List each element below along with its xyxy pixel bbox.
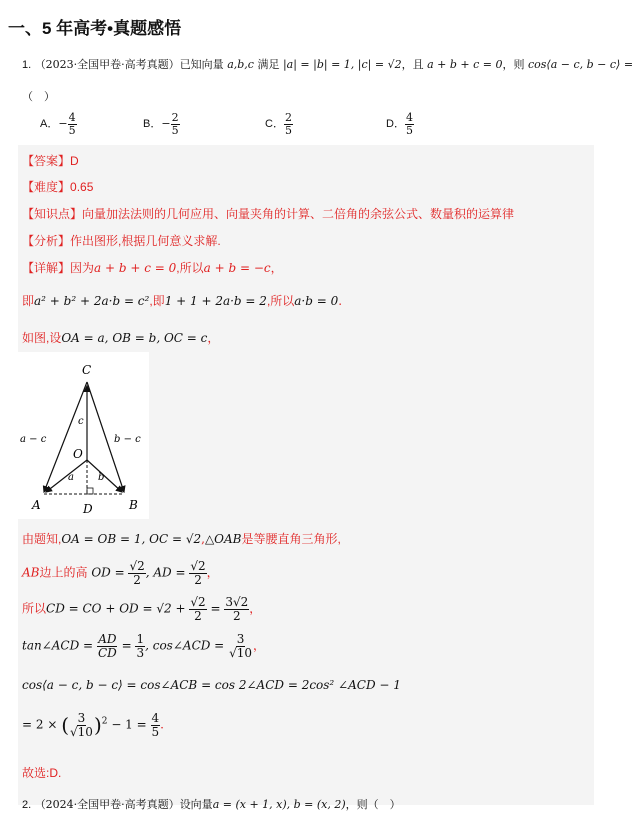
label-o: O	[73, 447, 83, 461]
detail-line-4: 由题知,OA = OB = 1, OC = √2,△OAB是等腰直角三角形,	[22, 532, 341, 546]
detail-line-7: tan∠ACD = $\frac{AD}{CD}$ = $\frac{1}{3}$ , cos∠ACD = $\frac{3}{√10}$ ，	[22, 632, 265, 660]
question-source: （2023·全国甲卷·高考真题）	[34, 58, 180, 71]
answer-blank: （ ）	[22, 90, 55, 103]
answer-line: 【答案】D	[22, 154, 79, 168]
vec-b	[87, 460, 122, 492]
right-angle-mark	[87, 488, 93, 494]
label-b-minus-c: b − c	[114, 434, 141, 445]
knowledge-points: 向量加法法则的几何应用、向量夹角的计算、二倍角的余弦公式、数量积的运算律	[82, 207, 515, 221]
detail-line-6: 所以CD = CO + OD = √2 + $\frac{√2}{2}$ = $\frac{3√2}{2}$ ，	[22, 595, 262, 623]
choose-line: 故选:D.	[22, 766, 62, 780]
difficulty-line: 【难度】0.65	[22, 180, 94, 194]
question-1-stem	[22, 56, 633, 72]
option-a[interactable]: A．− $\frac{4}{5}$	[40, 111, 76, 137]
question-2-stem: 2. （2024·全国甲卷·高考真题）设向量a = (x + 1, x), b = (x, 2)，则（ ）	[22, 798, 401, 811]
condition-magnitudes: |a| = |b| = 1, |c| = √2	[282, 58, 402, 71]
answer-value: D	[70, 154, 79, 168]
label-b-vec: b	[98, 472, 105, 483]
knowledge-line: 【知识点】向量加法法则的几何应用、向量夹角的计算、二倍角的余弦公式、数量积的运算律	[22, 207, 515, 221]
option-b[interactable]: B．− $\frac{2}{5}$	[143, 111, 179, 137]
detail-line-8: cos⟨a − c, b − c⟩ = cos∠ACB = cos 2∠ACD = 2cos² ∠ACD − 1	[22, 678, 401, 692]
detail-line-3: 如图,设OA = a, OB = b, OC = c，	[22, 331, 220, 345]
stem-text: 满足	[257, 58, 280, 71]
stem-text: ，则	[502, 58, 525, 71]
vec-a-minus-c	[44, 382, 87, 492]
option-c[interactable]: C． $\frac{2}{5}$	[265, 111, 292, 137]
analysis-text: 作出图形,根据几何意义求解.	[70, 234, 221, 248]
analysis-line: 【分析】作出图形,根据几何意义求解.	[22, 234, 221, 248]
detail-line-5: AB边上的高 OD = $\frac{√2}{2}$ , AD = $\frac{√2}{2}$ ，	[22, 559, 219, 587]
label-c-vec: c	[78, 416, 84, 427]
detail-line-2: 即a² + b² + 2a·b = c²,即1 + 1 + 2a·b = 2,所以a·b = 0.	[22, 294, 343, 308]
stem-text: 已知向量	[179, 58, 224, 71]
label-a-minus-c: a − c	[20, 434, 47, 445]
stem-text: ，且	[401, 58, 424, 71]
vector-figure	[18, 352, 149, 519]
question-number: 1.	[22, 59, 32, 71]
label-a: A	[32, 498, 41, 512]
section-title: 一、5 年高考•真题感悟	[8, 19, 182, 38]
condition-sum: a + b + c = 0	[427, 58, 503, 71]
label-b: B	[129, 498, 138, 512]
vec-a	[46, 460, 87, 492]
detail-line-1: 【详解】因为a + b + c = 0,所以a + b = −c，	[22, 261, 283, 275]
label-d: D	[83, 502, 93, 516]
question-ask: cos⟨a − c, b − c⟩ =	[527, 58, 633, 71]
difficulty-value: 0.65	[70, 180, 94, 194]
label-c: C	[82, 363, 92, 377]
option-d[interactable]: D． $\frac{4}{5}$	[386, 111, 413, 137]
triangle-diagram	[18, 352, 149, 519]
vectors: a,b,c	[227, 58, 254, 71]
label-a-vec: a	[68, 472, 74, 483]
detail-line-9: = 2 × ( $\frac{3}{√10}$ )$^2$ − 1 = $\frac{4}{5}$ .	[22, 711, 164, 739]
